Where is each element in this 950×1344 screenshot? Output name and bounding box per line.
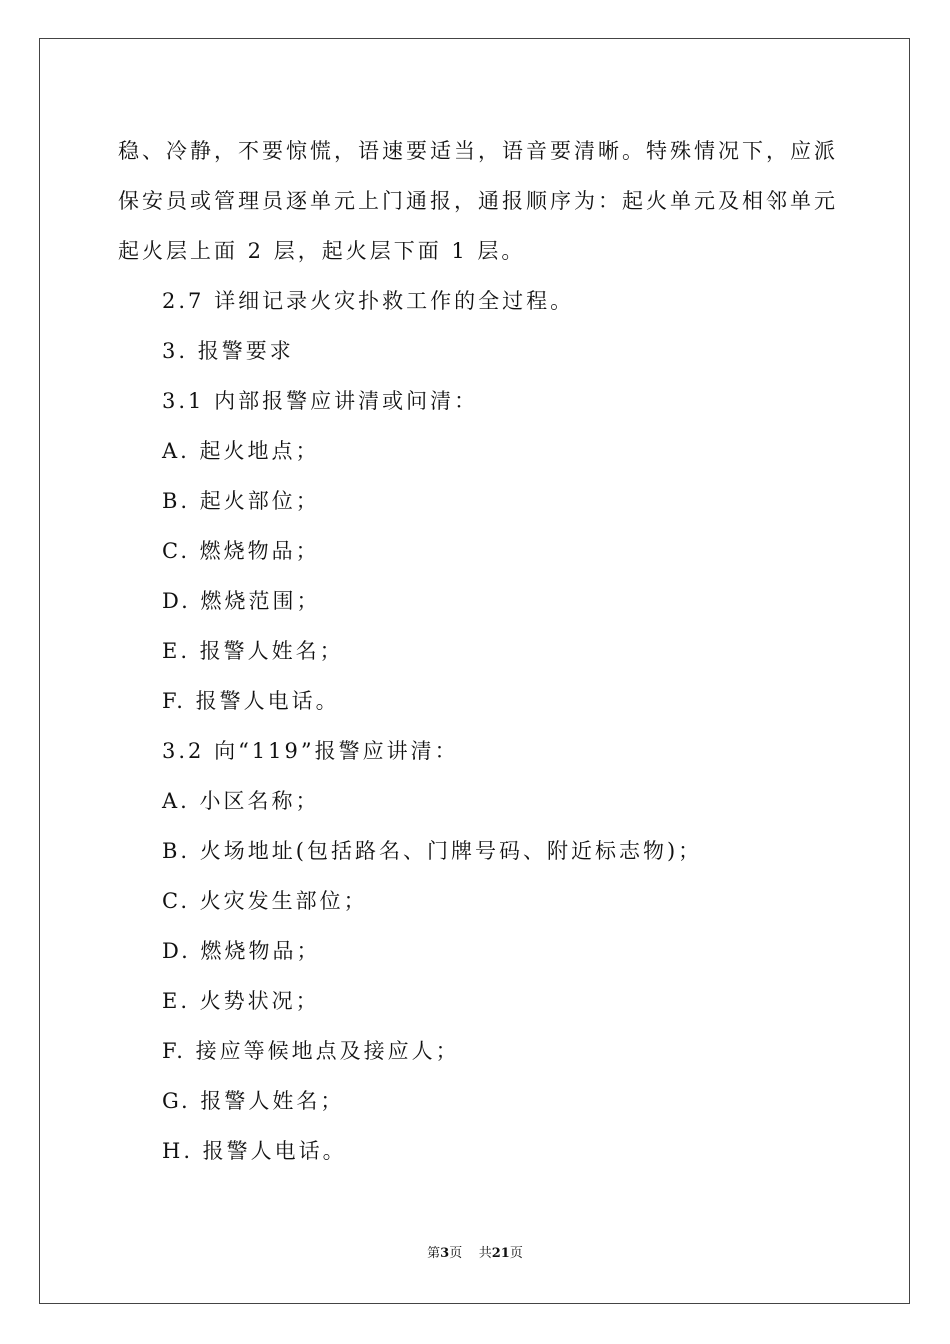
total-pages: 21	[491, 1246, 510, 1261]
list-item-3-2-c: C. 火灾发生部位；	[162, 889, 368, 913]
list-item-3-1-d: D. 燃烧范围；	[162, 589, 321, 613]
section-3-2: 3.2 向“119”报警应讲清：	[162, 739, 459, 763]
list-item-3-1-b: B. 起火部位；	[162, 489, 320, 513]
body-line-3: 起火层上面 2 层，起火层下面 1 层。	[118, 239, 526, 263]
list-item-3-2-e: E. 火势状况；	[162, 989, 320, 1013]
list-item-3-1-c: C. 燃烧物品；	[162, 539, 320, 563]
list-item-3-1-e: E. 报警人姓名；	[162, 639, 344, 663]
body-line-1: 稳、冷静，不要惊慌，语速要适当，语音要清晰。特殊情况下，应派	[118, 139, 838, 163]
list-item-3-2-h: H. 报警人电话。	[162, 1139, 347, 1163]
page-footer	[0, 1245, 950, 1263]
page-suffix: 页	[449, 1246, 463, 1261]
list-item-3-2-b: B. 火场地址(包括路名、门牌号码、附近标志物)；	[162, 839, 703, 863]
list-item-3-2-a: A. 小区名称；	[162, 789, 320, 813]
list-item-3-1-f: F. 报警人电话。	[162, 689, 340, 713]
list-item-3-1-a: A. 起火地点；	[162, 439, 320, 463]
page-number: 3	[440, 1246, 450, 1261]
page-prefix: 第	[427, 1246, 441, 1261]
section-3-1: 3.1 内部报警应讲清或问清：	[162, 389, 479, 413]
list-item-3-2-d: D. 燃烧物品；	[162, 939, 321, 963]
list-item-3-2-g: G. 报警人姓名；	[162, 1089, 345, 1113]
section-2-7: 2.7 详细记录火灾扑救工作的全过程。	[162, 289, 575, 313]
total-prefix: 共	[478, 1246, 492, 1261]
total-suffix: 页	[509, 1246, 523, 1261]
body-line-2: 保安员或管理员逐单元上门通报，通报顺序为：起火单元及相邻单元	[118, 189, 838, 213]
section-3-heading: 3. 报警要求	[162, 339, 294, 363]
list-item-3-2-f: F. 接应等候地点及接应人；	[162, 1039, 460, 1063]
